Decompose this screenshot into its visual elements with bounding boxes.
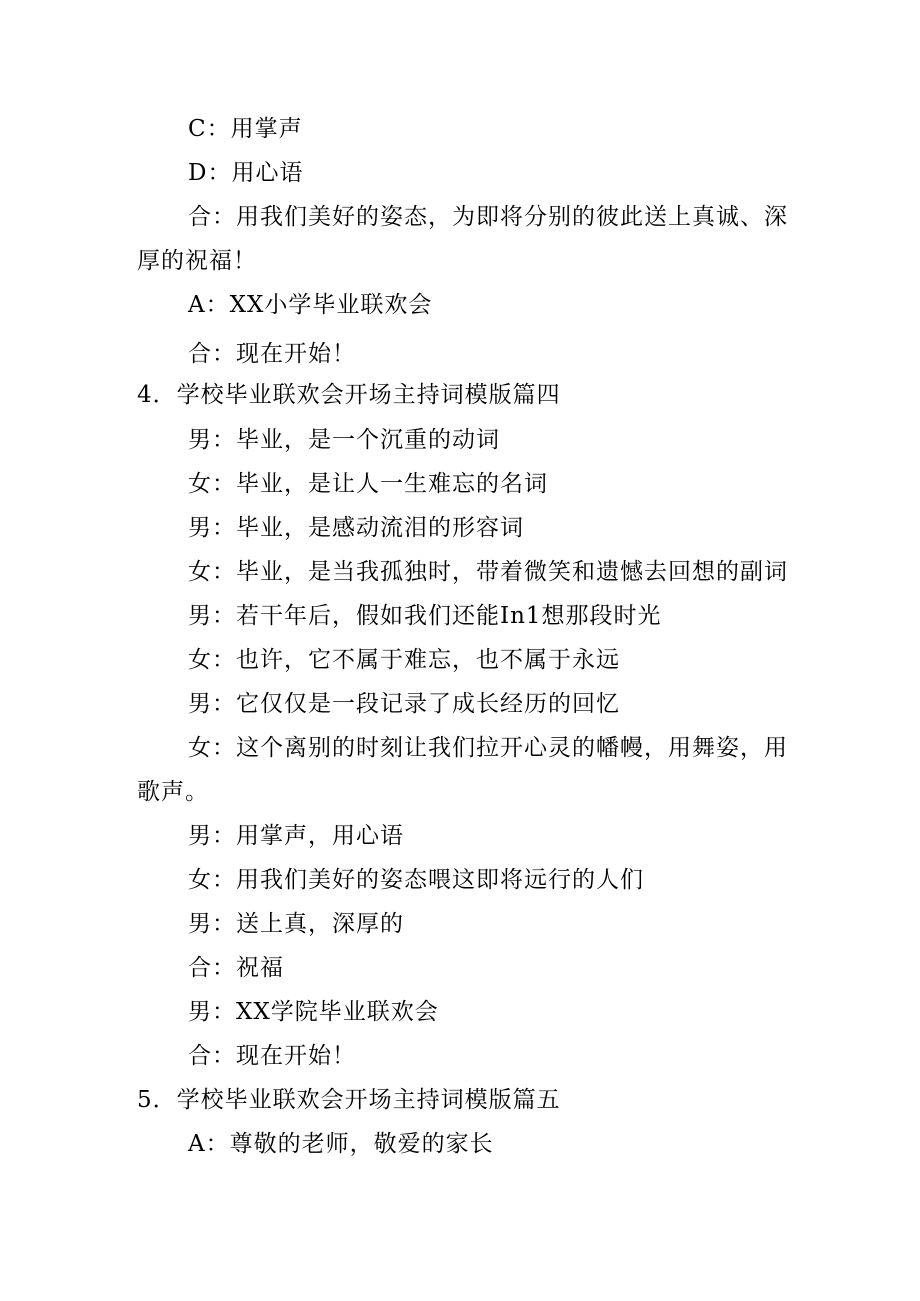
paragraph-line: 男：若干年后，假如我们还能In1想那段时光: [188, 603, 662, 629]
paragraph-line: 女：毕业，是当我孤独时，带着微笑和遗憾去回想的副词: [188, 559, 788, 585]
paragraph-line: A：尊敬的老师，敬爱的家长: [188, 1131, 494, 1157]
paragraph-line: 女：毕业，是让人一生难忘的名词: [188, 471, 548, 497]
paragraph-line: 男：送上真，深厚的: [188, 911, 404, 937]
paragraph-line: 合：用我们美好的姿态，为即将分别的彼此送上真诚、深: [188, 204, 788, 230]
paragraph-line: 男：毕业，是一个沉重的动词: [188, 427, 500, 453]
paragraph-line: A：XX小学毕业联欢会: [188, 292, 433, 318]
paragraph-line: 合：现在开始！: [188, 341, 356, 367]
paragraph-line: 女：用我们美好的姿态喂这即将远行的人们: [188, 867, 644, 893]
paragraph-line: C：用掌声: [188, 116, 303, 142]
paragraph-line: 男：毕业，是感动流泪的形容词: [188, 515, 524, 541]
paragraph-line: 厚的祝福！: [137, 248, 257, 274]
paragraph-line: 男：XX学院毕业联欢会: [188, 999, 439, 1025]
paragraph-line: 男：用掌声，用心语: [188, 823, 404, 849]
paragraph-line: 歌声。: [137, 779, 209, 805]
paragraph-line: D：用心语: [188, 160, 304, 186]
paragraph-line: 男：它仅仅是一段记录了成长经历的回忆: [188, 691, 620, 717]
paragraph-line: 合：祝福: [188, 955, 284, 981]
paragraph-line: 女：也许，它不属于难忘，也不属于永远: [188, 647, 620, 673]
paragraph-line: 女：这个离别的时刻让我们拉开心灵的幡幔，用舞姿，用: [188, 735, 788, 761]
section-heading: 5．学校毕业联欢会开场主持词模版篇五: [137, 1087, 561, 1113]
section-heading: 4．学校毕业联欢会开场主持词模版篇四: [137, 382, 561, 408]
paragraph-line: 合：现在开始！: [188, 1043, 356, 1069]
